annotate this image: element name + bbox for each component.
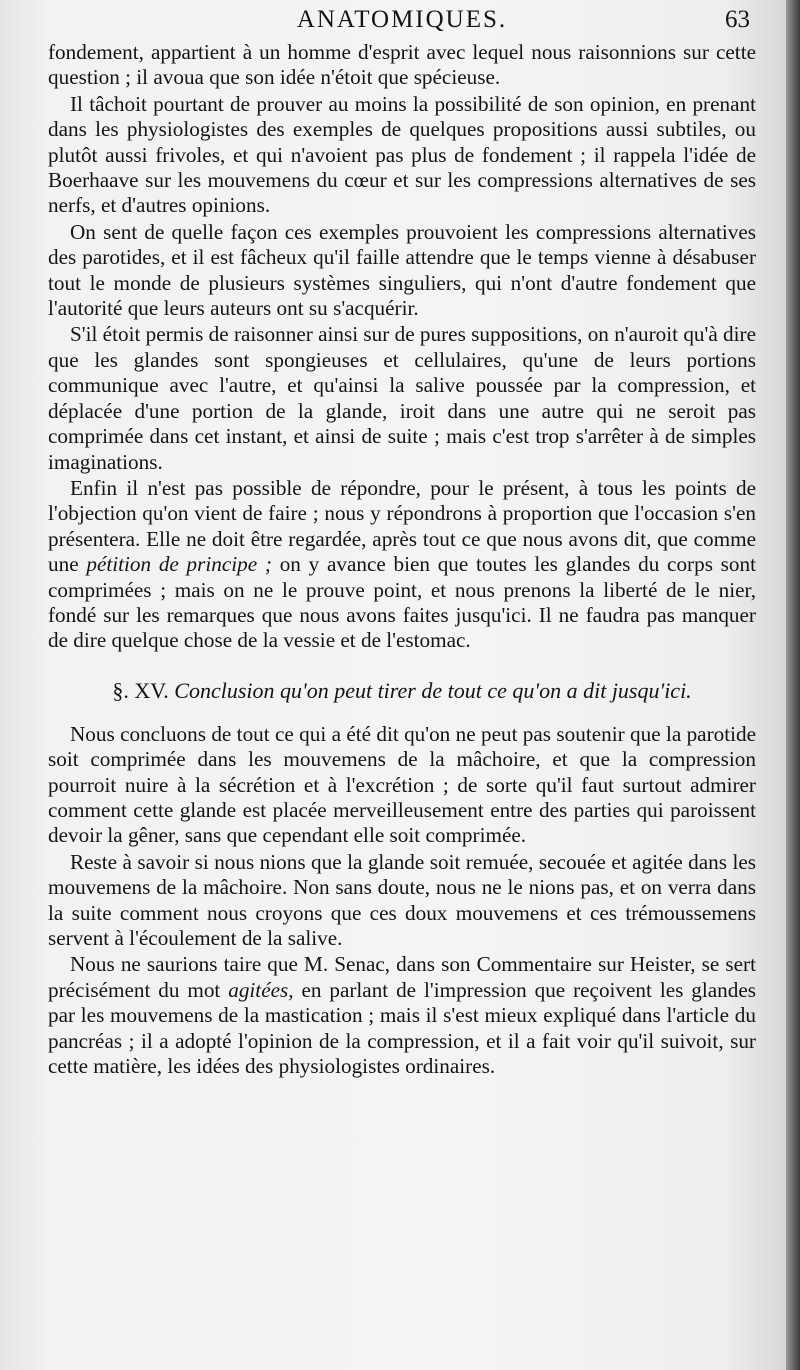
body-text-continued (48, 722, 756, 1080)
paragraph-text: en parlant de l'impression que reçoivent les glandes par les mouvemens de la mastication ; mais il s'est mieux expliqué dans l'article du pancréas ; il a adopté l'opinion de la compression, et il a fait voir qu'il suivoit, sur cette matière, les idées des physiologistes ordinaires. (48, 977, 756, 1079)
paragraph (48, 952, 756, 1079)
paragraph: On sent de quelle façon ces exemples prouvoient les compressions alternatives des parotides, et il est fâcheux qu'il faille attendre que le temps vienne à désabuser tout le monde de plusieurs systèmes singuliers, qui n'ont d'autre fondement que l'autorité que leurs auteurs ont su s'acquérir. (48, 219, 756, 321)
paragraph: Reste à savoir si nous nions que la glande soit remuée, secouée et agitée dans les mouvemens de la mâchoire. Non sans doute, nous ne le nions pas, et on verra dans la suite comment nous croyons que ces doux mouvemens et ces trémoussemens servent à l'écoulement de la salive. (48, 849, 756, 950)
section-number: §. XV. (112, 677, 169, 703)
paragraph: S'il étoit permis de raisonner ainsi sur de pures suppositions, on n'auroit qu'à dire que les glandes sont spongieuses et cellulaires, qu'une de leurs portions communique avec l'autre, et qu'ainsi la salive poussée par la compression, et déplacée d'une portion de la glande, iroit dans une autre qui ne seroit pas comprimée dans cet instant, et ainsi de suite ; mais c'est trop s'arrêter à de simples imaginations. (48, 322, 756, 474)
body-text (48, 40, 756, 654)
paragraph-text: Enfin il n'est pas possible de répondre, pour le présent, à tous les points de l'objection qu'on vient de faire ; nous y répondrons à proportion que l'occasion s'en présentera. Elle ne doit être regardée, après tout ce que nous avons dit, que comme une (48, 475, 756, 577)
paragraph: fondement, appartient à un homme d'esprit avec lequel nous raisonnions sur cette question ; il avoua que son idée n'étoit que spécieuse. (48, 40, 756, 90)
page-edge-shadow (786, 0, 800, 1370)
paragraph: Il tâchoit pourtant de prouver au moins la possibilité de son opinion, en prenant dans les physiologistes des exemples de quelques propositions aussi subtiles, ou plutôt aussi frivoles, et qui n'avoient pas plus de fondement ; il rappela l'idée de Boerhaave sur les mouvemens du cœur et sur les compressions alternatives de ses nerfs, et d'autres opinions. (48, 91, 756, 218)
page-number: 63 (725, 6, 750, 33)
section-heading (48, 678, 756, 704)
paragraph (48, 476, 756, 654)
paragraph: Nous concluons de tout ce qui a été dit qu'on ne peut pas soutenir que la parotide soit comprimée dans les mouvemens de la mâchoire, et que la compression pourroit nuire à la sécrétion et à l'excrétion ; de sorte qu'il faut surtout admirer comment cette glande est placée merveilleusement entre des parties qui paroissent devoir la gêner, sans que cependant elle soit comprimée. (48, 721, 756, 848)
italic-phrase: pétition de principe ; (86, 552, 272, 577)
paragraph-text: Nous ne saurions taire que M. Senac, dans son Commentaire sur Heister, se sert précisément du mot (48, 952, 756, 1002)
section-title: Conclusion qu'on peut tirer de tout ce qu'on a dit jusqu'ici. (174, 677, 692, 703)
running-head (48, 6, 756, 40)
paragraph-text: on y avance bien que toutes les glandes du corps sont comprimées ; mais on ne le prouve point, et nous prenons la liberté de le nier, fondé sur les remarques que nous avons faites jusqu'ici. Il ne faudra pas manquer de dire quelque chose de la vessie et de l'estomac. (48, 552, 756, 653)
running-title: ANATOMIQUES. (296, 6, 508, 33)
italic-phrase: agitées, (228, 977, 294, 1002)
